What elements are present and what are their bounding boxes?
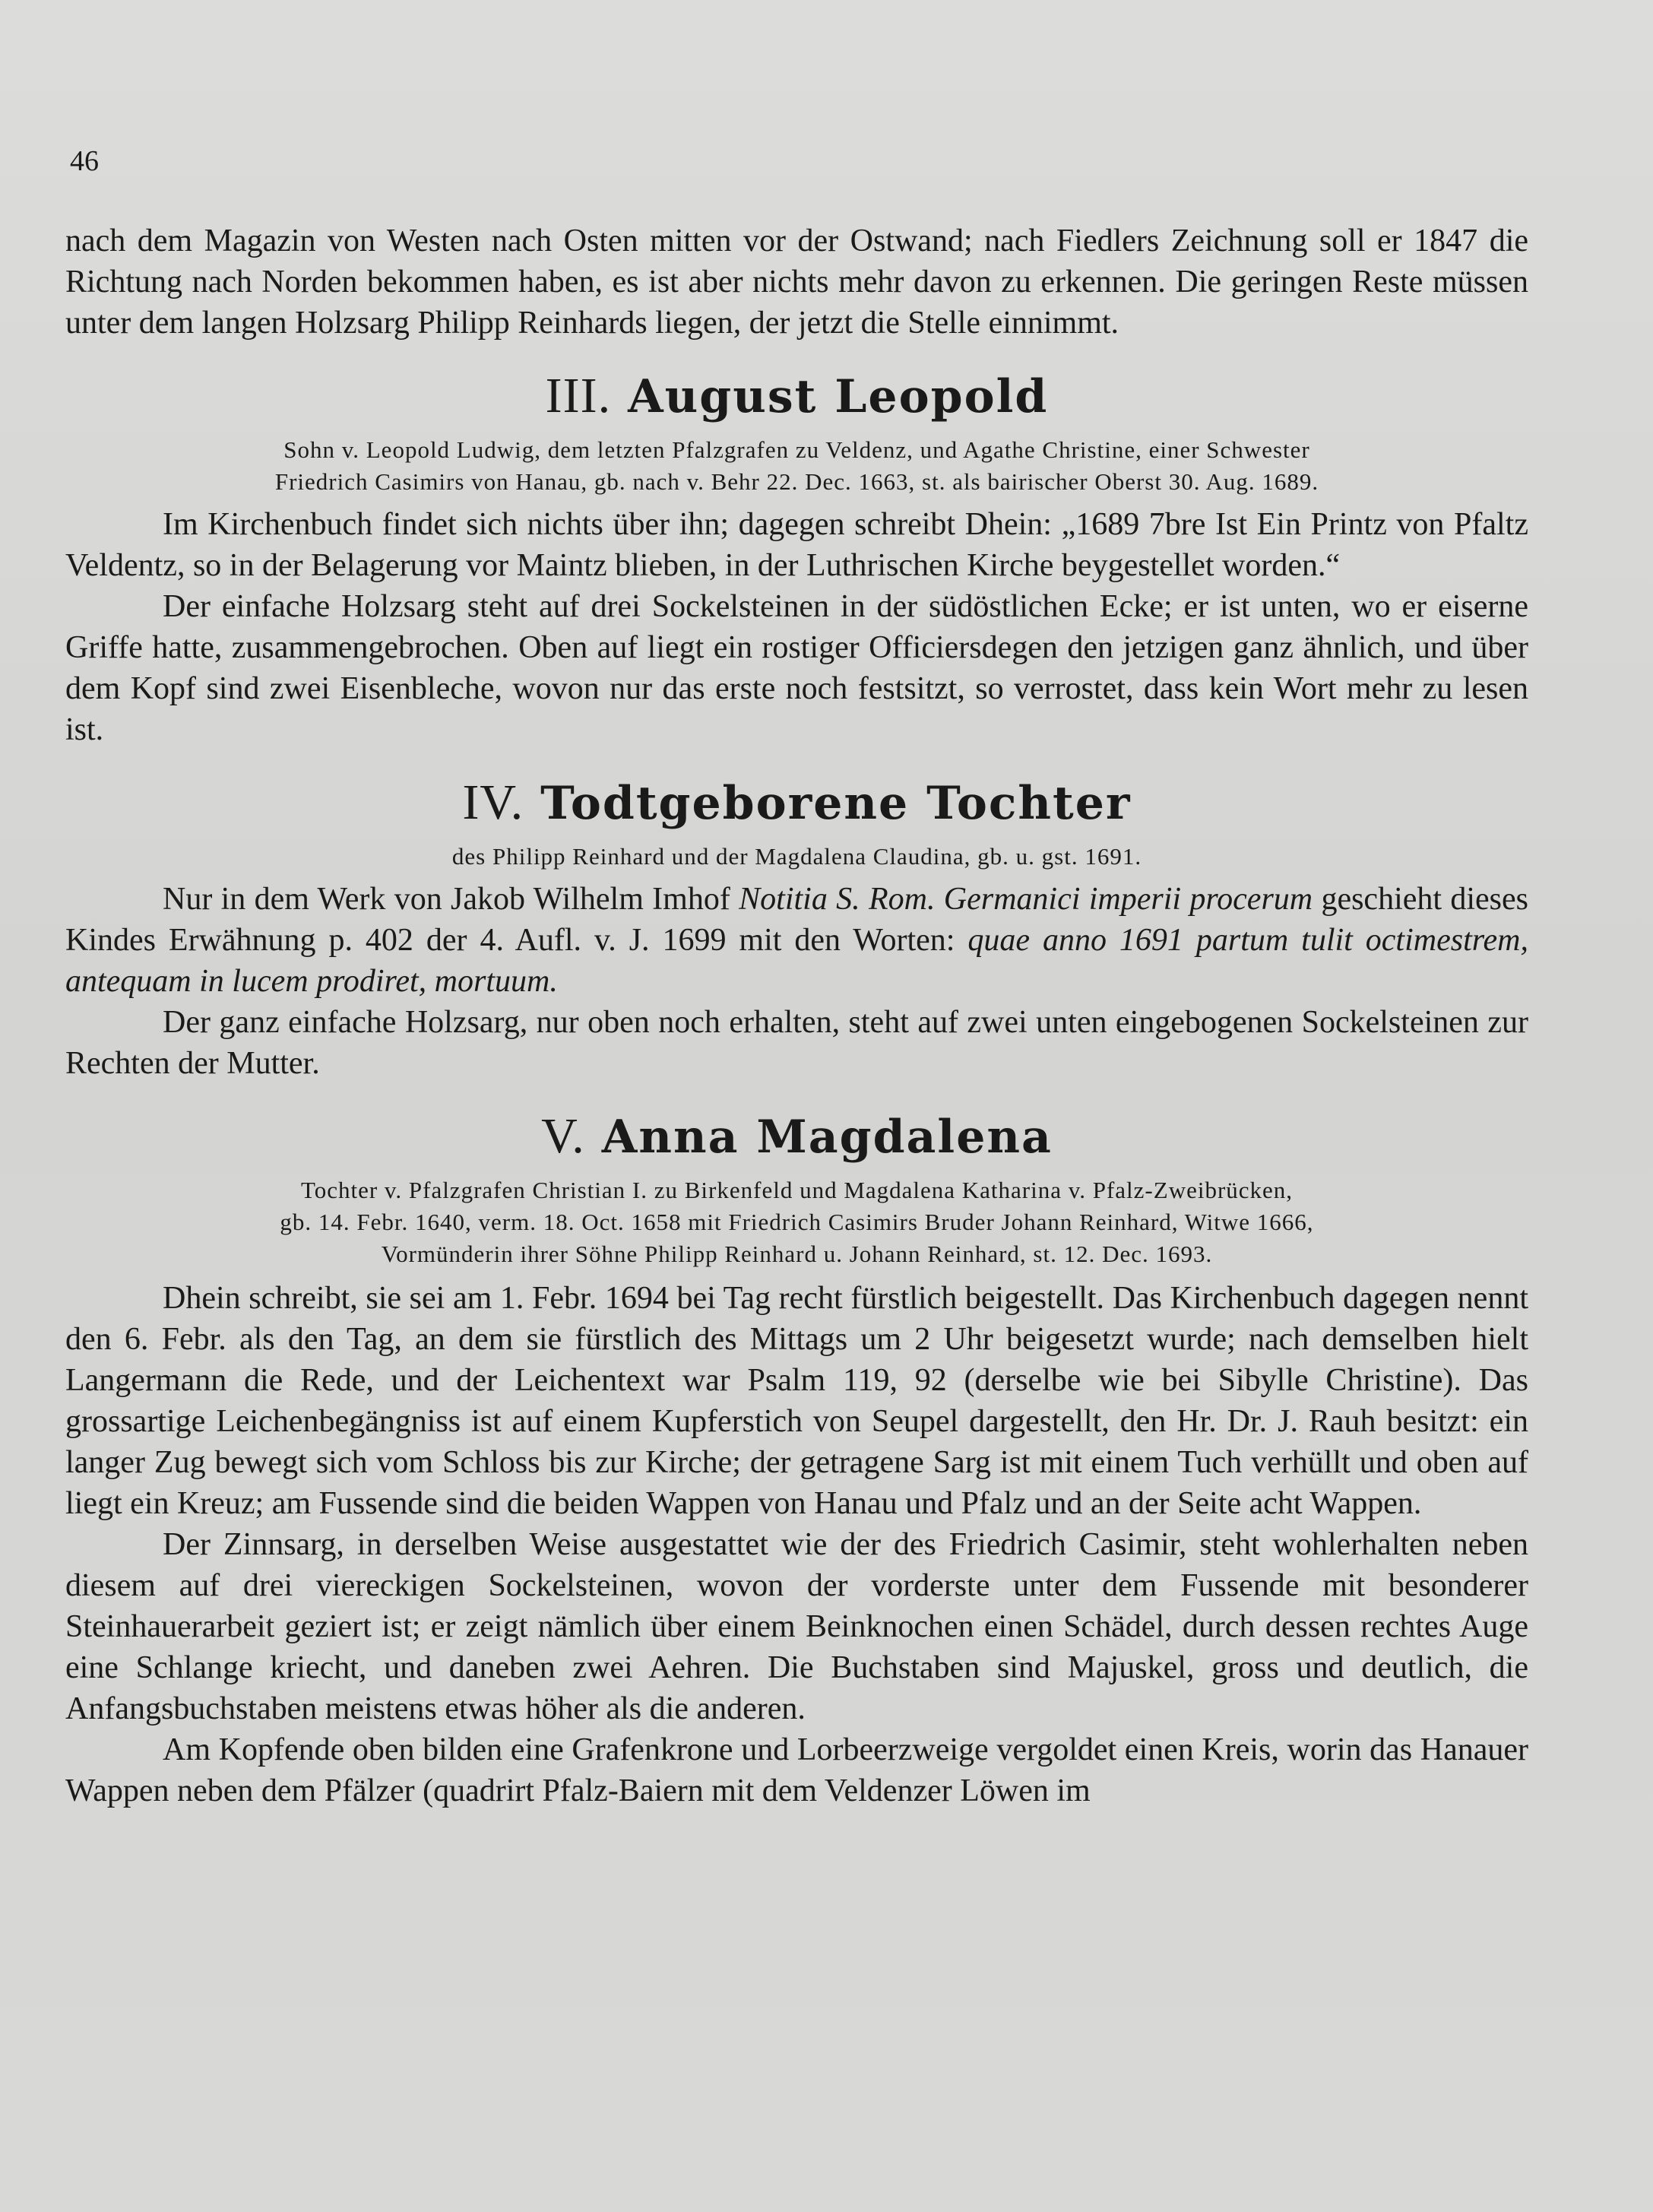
body-paragraph: Der einfache Holzsarg steht auf drei Sockelsteinen in der südöstlichen Ecke; er ist unten, wo er eiserne Griffe hatte, zusammengebrochen. Oben auf liegt ein rostiger Officiersdegen den jetzigen ganz ähnlich, und über dem Kopf sind zwei Eisenbleche, wovon nur das erste noch festsitzt, so verrostet, dass kein Wort mehr zu lesen ist. [65, 589, 1528, 747]
subtitle-line: Sohn v. Leopold Ludwig, dem letzten Pfalzgrafen zu Veldenz, und Agathe Christine, einer Schwester [283, 436, 1310, 463]
section-numeral: III. [545, 368, 612, 423]
subtitle-line: Vormünderin ihrer Söhne Philipp Reinhard u. Johann Reinhard, st. 12. Dec. 1693. [381, 1241, 1213, 1267]
page-number: 46 [70, 145, 99, 177]
subtitle-line: des Philipp Reinhard und der Magdalena Claudina, gb. u. gst. 1691. [451, 843, 1142, 870]
subtitle-line: gb. 14. Febr. 1640, verm. 18. Oct. 1658 mit Friedrich Casimirs Bruder Johann Reinhard, Witwe 1666, [280, 1209, 1314, 1235]
body-paragraph [65, 879, 1528, 1002]
section-numeral: IV. [462, 775, 524, 830]
section-heading-iii [65, 366, 1528, 426]
section-name: Todtgeborene Tochter [540, 777, 1132, 830]
section-subtitle [65, 434, 1528, 498]
section-subtitle [65, 841, 1528, 873]
latin-quote: quae anno 1691 partum tulit octimestrem, antequam in lucem prodiret, mortuum. [65, 923, 1529, 999]
section-subtitle [65, 1174, 1528, 1270]
book-title: Notitia S. Rom. Germanici imperii procerum [739, 882, 1313, 917]
subtitle-line: Friedrich Casimirs von Hanau, gb. nach v. Behr 22. Dec. 1663, st. als bairischer Oberst 30. Aug. 1689. [274, 468, 1319, 495]
paragraph-text: geschieht dieses Kindes Erwähnung p. 402 der 4. Aufl. v. J. 1699 mit den Worten: [65, 882, 1529, 958]
section-heading-iv [65, 773, 1528, 833]
body-paragraph: Dhein schreibt, sie sei am 1. Febr. 1694 bei Tag recht fürstlich beigestellt. Das Kirchenbuch dagegen nennt den 6. Febr. als den Tag, an dem sie fürstlich des Mittags um 2 Uhr beigesetzt wurde; nach demselben hielt Langermann die Rede, und der Leichentext war Psalm 119, 92 (derselbe wie bei Sibylle Christine). Das grossartige Leichenbegängniss ist auf einem Kupferstich von Seupel dargestellt, den Hr. Dr. J. Rauh besitzt: ein langer Zug bewegt sich vom Schloss bis zur Kirche; der getragene Sarg ist mit einem Tuch verhüllt und oben auf liegt ein Kreuz; am Fussende sind die beiden Wappen von Hanau und Pfalz und an der Seite acht Wappen. [65, 1281, 1528, 1521]
section-name: Anna Magdalena [601, 1111, 1053, 1164]
page-content [65, 220, 1528, 1811]
body-paragraph: Der ganz einfache Holzsarg, nur oben noch erhalten, steht auf zwei unten eingebogenen Sockelsteinen zur Rechten der Mutter. [65, 1005, 1528, 1081]
section-heading-v [65, 1107, 1528, 1167]
body-paragraph: Im Kirchenbuch findet sich nichts über ihn; dagegen schreibt Dhein: „1689 7bre Ist Ein Printz von Pfaltz Veldentz, so in der Belagerung vor Maintz blieben, in der Luthrischen Kirche beygestellet worden.“ [65, 507, 1528, 583]
section-numeral: V. [541, 1108, 585, 1164]
subtitle-line: Tochter v. Pfalzgrafen Christian I. zu Birkenfeld und Magdalena Katharina v. Pfalz-Zweibrücken, [300, 1177, 1294, 1203]
section-name: August Leopold [628, 370, 1049, 423]
paragraph-text: Nur in dem Werk von Jakob Wilhelm Imhof [163, 882, 739, 917]
intro-paragraph: nach dem Magazin von Westen nach Osten mitten vor der Ostwand; nach Fiedlers Zeichnung soll er 1847 die Richtung nach Norden bekommen haben, es ist aber nichts mehr davon zu erkennen. Die geringen Reste müssen unter dem langen Holzsarg Philipp Reinhards liegen, der jetzt die Stelle einnimmt. [65, 223, 1528, 341]
body-paragraph: Der Zinnsarg, in derselben Weise ausgestattet wie der des Friedrich Casimir, steht wohlerhalten neben diesem auf drei viereckigen Sockelsteinen, wovon der vorderste unter dem Fussende mit besonderer Steinhauerarbeit geziert ist; er zeigt nämlich über einem Beinknochen einen Schädel, durch dessen rechtes Auge eine Schlange kriecht, und daneben zwei Aehren. Die Buchstaben sind Majuskel, gross und deutlich, die Anfangsbuchstaben meistens etwas höher als die anderen. [65, 1527, 1528, 1726]
body-paragraph: Am Kopfende oben bilden eine Grafenkrone und Lorbeerzweige vergoldet einen Kreis, worin das Hanauer Wappen neben dem Pfälzer (quadrirt Pfalz-Baiern mit dem Veldenzer Löwen im [65, 1732, 1528, 1808]
